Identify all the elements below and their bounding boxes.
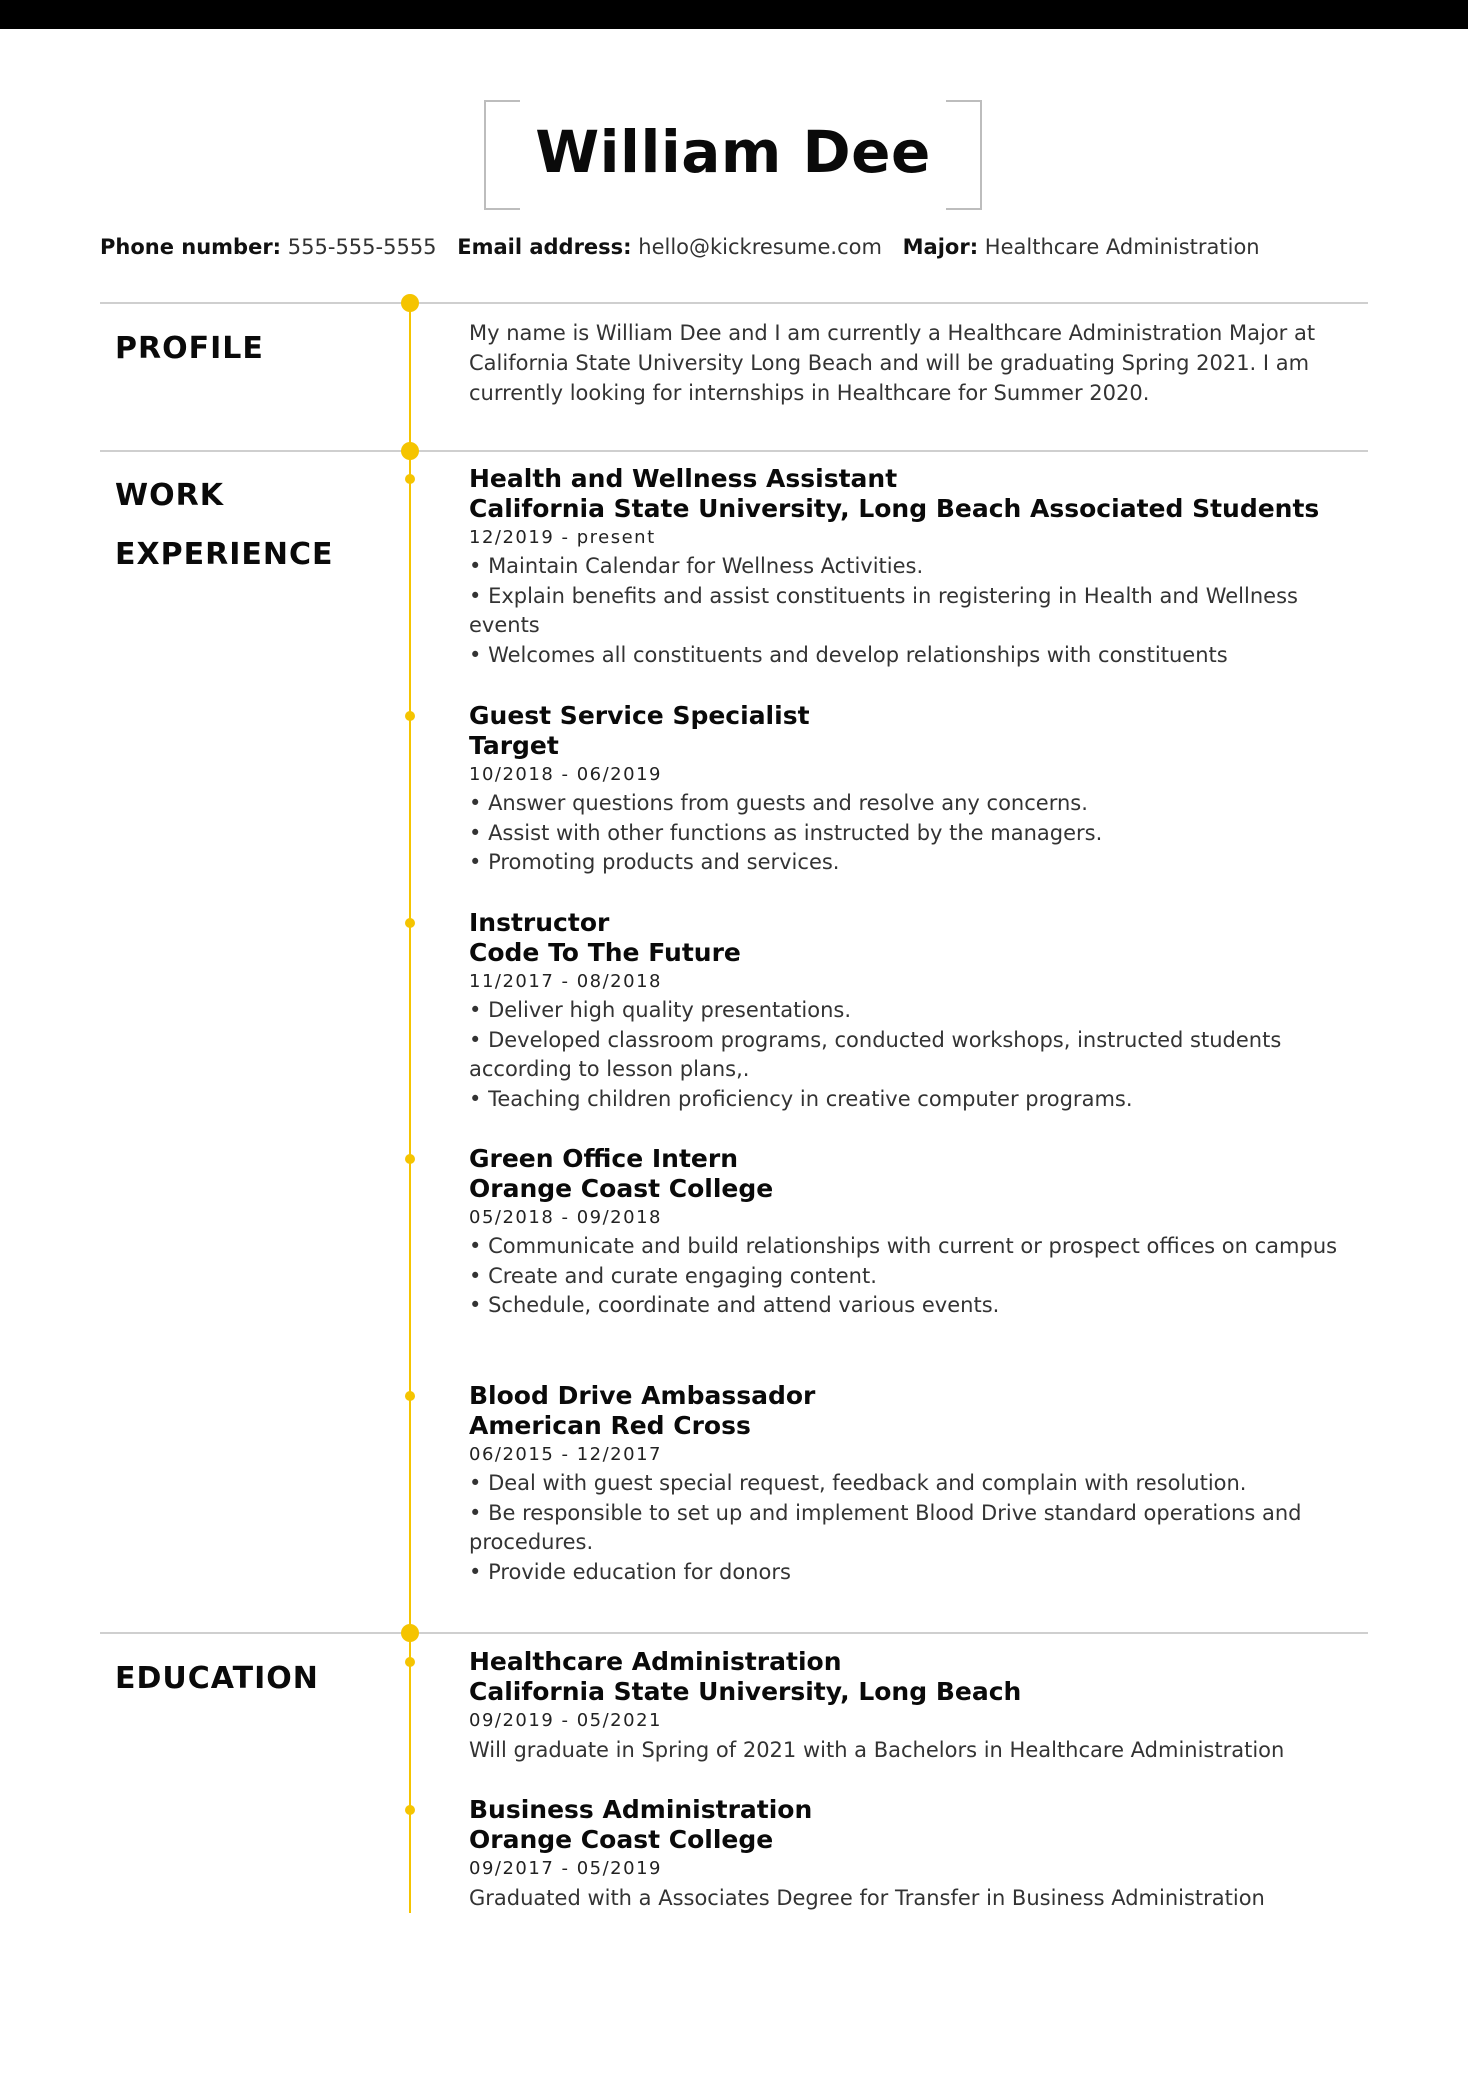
job-bullet: • Explain benefits and assist constituents in registering in Health and Wellness events [469, 582, 1349, 641]
job-bullet: • Schedule, coordinate and attend various events. [469, 1291, 1349, 1321]
job-title: Health and Wellness Assistant [469, 464, 898, 493]
education-entry [469, 1795, 1349, 1913]
job-organization: Orange Coast College [469, 1174, 774, 1203]
top-bar [0, 0, 1468, 29]
timeline-entry-dot [405, 1657, 415, 1667]
job-title: Blood Drive Ambassador [469, 1381, 816, 1410]
email-value: hello@kickresume.com [638, 235, 882, 259]
degree-title: Business Administration [469, 1795, 813, 1824]
job-organization: Target [469, 731, 559, 760]
timeline-entry-dot [405, 711, 415, 721]
timeline-line [409, 300, 411, 1913]
job-bullet: • Provide education for donors [469, 1558, 1349, 1588]
job-bullet: • Promoting products and services. [469, 848, 1349, 878]
timeline-entry-dot [405, 1391, 415, 1401]
timeline-entry-dot [405, 918, 415, 928]
timeline-section-dot [401, 1624, 419, 1642]
job-bullet: • Welcomes all constituents and develop relationships with constituents [469, 641, 1349, 671]
job-organization: California State University, Long Beach Associated Students [469, 494, 1320, 523]
job-entry [469, 1381, 1349, 1587]
job-dates: 12/2019 - present [469, 527, 656, 548]
divider-education [100, 1632, 1368, 1634]
email-label: Email address: [457, 235, 632, 259]
name-frame [484, 100, 982, 208]
education-dates: 09/2017 - 05/2019 [469, 1858, 662, 1879]
timeline-section-dot [401, 442, 419, 460]
degree-title: Healthcare Administration [469, 1647, 842, 1676]
job-bullet: • Maintain Calendar for Wellness Activities. [469, 552, 1349, 582]
contact-line [100, 235, 1380, 259]
job-bullet: • Deal with guest special request, feedback and complain with resolution. [469, 1469, 1349, 1499]
divider-work [100, 450, 1368, 452]
job-bullet: • Communicate and build relationships with current or prospect offices on campus [469, 1232, 1349, 1262]
job-bullet: • Deliver high quality presentations. [469, 996, 1349, 1026]
job-entry [469, 701, 1349, 878]
job-bullets [469, 996, 1349, 1114]
timeline-entry-dot [405, 1805, 415, 1815]
job-bullets [469, 552, 1349, 670]
job-bullets [469, 1469, 1349, 1587]
job-dates: 05/2018 - 09/2018 [469, 1207, 662, 1228]
job-entry [469, 908, 1349, 1114]
major-label: Major: [902, 235, 979, 259]
timeline-entry-dot [405, 1154, 415, 1164]
job-bullet: • Answer questions from guests and resolve any concerns. [469, 789, 1349, 819]
education-entry [469, 1647, 1349, 1765]
job-bullet: • Assist with other functions as instructed by the managers. [469, 819, 1349, 849]
job-title: Guest Service Specialist [469, 701, 810, 730]
job-title: Instructor [469, 908, 610, 937]
divider-profile [100, 302, 1368, 304]
education-dates: 09/2019 - 05/2021 [469, 1710, 662, 1731]
job-bullet: • Teaching children proficiency in creative computer programs. [469, 1085, 1349, 1115]
candidate-name: William Dee [535, 118, 931, 186]
major-value: Healthcare Administration [984, 235, 1260, 259]
job-bullets [469, 789, 1349, 878]
job-bullet: • Be responsible to set up and implement Blood Drive standard operations and procedures. [469, 1499, 1349, 1558]
job-entry [469, 1144, 1349, 1321]
job-bullet: • Developed classroom programs, conducted workshops, instructed students according to lesson plans,. [469, 1026, 1349, 1085]
education-description: Will graduate in Spring of 2021 with a Bachelors in Healthcare Administration [469, 1738, 1285, 1762]
job-bullet: • Create and curate engaging content. [469, 1262, 1349, 1292]
education-description: Graduated with a Associates Degree for Transfer in Business Administration [469, 1886, 1265, 1910]
school-name: Orange Coast College [469, 1825, 774, 1854]
job-bullets [469, 1232, 1349, 1321]
section-title-education: EDUCATION [115, 1661, 319, 1696]
section-title-work-line1: WORK [115, 478, 224, 513]
job-dates: 06/2015 - 12/2017 [469, 1444, 662, 1465]
job-title: Green Office Intern [469, 1144, 739, 1173]
phone-value: 555-555-5555 [287, 235, 437, 259]
job-dates: 11/2017 - 08/2018 [469, 971, 662, 992]
job-organization: American Red Cross [469, 1411, 751, 1440]
profile-text: My name is William Dee and I am currently a Healthcare Administration Major at California State University Long Beach and will be graduating Spring 2021. I am currently looking for internships in Healthcare for Summer 2020. [469, 321, 1316, 405]
job-organization: Code To The Future [469, 938, 741, 967]
section-title-profile: PROFILE [115, 331, 264, 366]
section-title-work-line2: EXPERIENCE [115, 537, 334, 572]
school-name: California State University, Long Beach [469, 1677, 1022, 1706]
phone-label: Phone number: [100, 235, 282, 259]
timeline-section-dot [401, 294, 419, 312]
job-entry [469, 464, 1349, 670]
timeline-entry-dot [405, 474, 415, 484]
job-dates: 10/2018 - 06/2019 [469, 764, 662, 785]
